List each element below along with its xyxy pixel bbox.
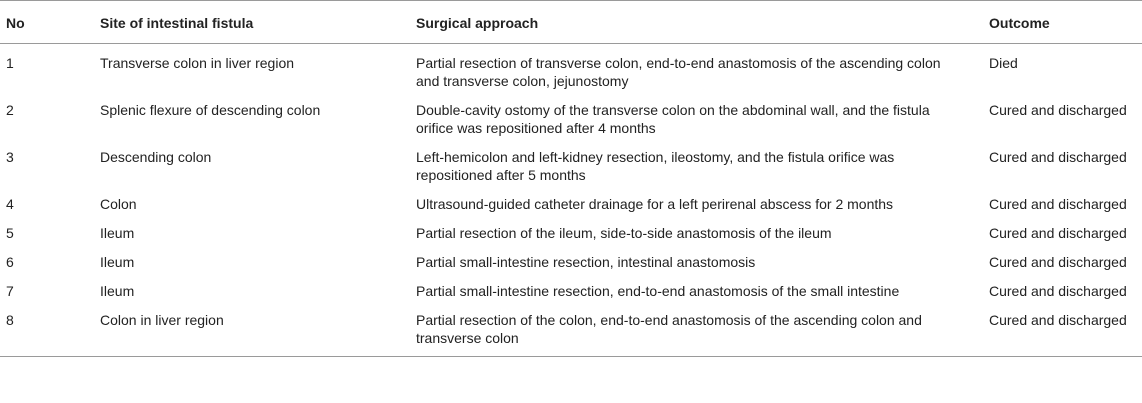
table-row <box>0 44 1142 96</box>
cell-approach: Partial resection of transverse colon, end-to-end anastomosis of the ascending colon and transverse colon, jejunostomy <box>416 55 941 89</box>
cell-outcome: Cured and discharged <box>989 225 1127 241</box>
header-no: No <box>0 1 100 44</box>
cell-site: Colon in liver region <box>100 305 416 357</box>
table-row <box>0 189 1142 218</box>
cell-site: Splenic flexure of descending colon <box>100 102 321 118</box>
cell-no: 1 <box>6 55 14 71</box>
cell-no: 2 <box>6 102 14 118</box>
cell-no: 3 <box>6 149 14 165</box>
cell-no: 6 <box>6 254 14 270</box>
header-row <box>0 1 1142 44</box>
cell-outcome: Cured and discharged <box>989 305 1142 357</box>
table-row <box>0 276 1142 305</box>
cell-approach: Ultrasound-guided catheter drainage for a left perirenal abscess for 2 months <box>416 196 894 212</box>
cell-outcome: Cured and discharged <box>989 196 1127 212</box>
cell-approach: Double-cavity ostomy of the transverse colon on the abdominal wall, and the fistula orifice was repositioned after 4 months <box>416 102 930 136</box>
table-row <box>0 142 1142 189</box>
cell-approach: Partial small-intestine resection, end-to-end anastomosis of the small intestine <box>416 283 900 299</box>
cell-site: Ileum <box>100 254 135 270</box>
table-header <box>0 1 1142 44</box>
table-body <box>0 44 1142 357</box>
header-approach: Surgical approach <box>416 1 989 44</box>
cell-outcome: Cured and discharged <box>989 254 1127 270</box>
cell-site: Ileum <box>100 225 135 241</box>
cell-approach: Partial resection of the colon, end-to-end anastomosis of the ascending colon and transverse colon <box>416 305 989 357</box>
header-site: Site of intestinal fistula <box>100 1 416 44</box>
table-row <box>0 305 1142 357</box>
cell-site: Descending colon <box>100 149 212 165</box>
cell-no: 7 <box>6 283 14 299</box>
cell-approach: Partial resection of the ileum, side-to-side anastomosis of the ileum <box>416 225 832 241</box>
cell-outcome: Cured and discharged <box>989 283 1127 299</box>
cell-outcome: Died <box>989 55 1018 71</box>
cell-approach: Partial small-intestine resection, intestinal anastomosis <box>416 254 756 270</box>
cell-site: Ileum <box>100 283 135 299</box>
cell-no: 8 <box>0 305 100 357</box>
header-outcome: Outcome <box>989 1 1142 44</box>
cell-outcome: Cured and discharged <box>989 149 1127 165</box>
table-row <box>0 247 1142 276</box>
cell-approach: Left-hemicolon and left-kidney resection, ileostomy, and the fistula orifice was repositioned after 5 months <box>416 149 895 183</box>
cell-site: Transverse colon in liver region <box>100 55 295 71</box>
table-row <box>0 218 1142 247</box>
cell-no: 5 <box>6 225 14 241</box>
table-row <box>0 95 1142 142</box>
cell-outcome: Cured and discharged <box>989 102 1127 118</box>
cell-no: 4 <box>6 196 14 212</box>
cell-site: Colon <box>100 196 137 212</box>
